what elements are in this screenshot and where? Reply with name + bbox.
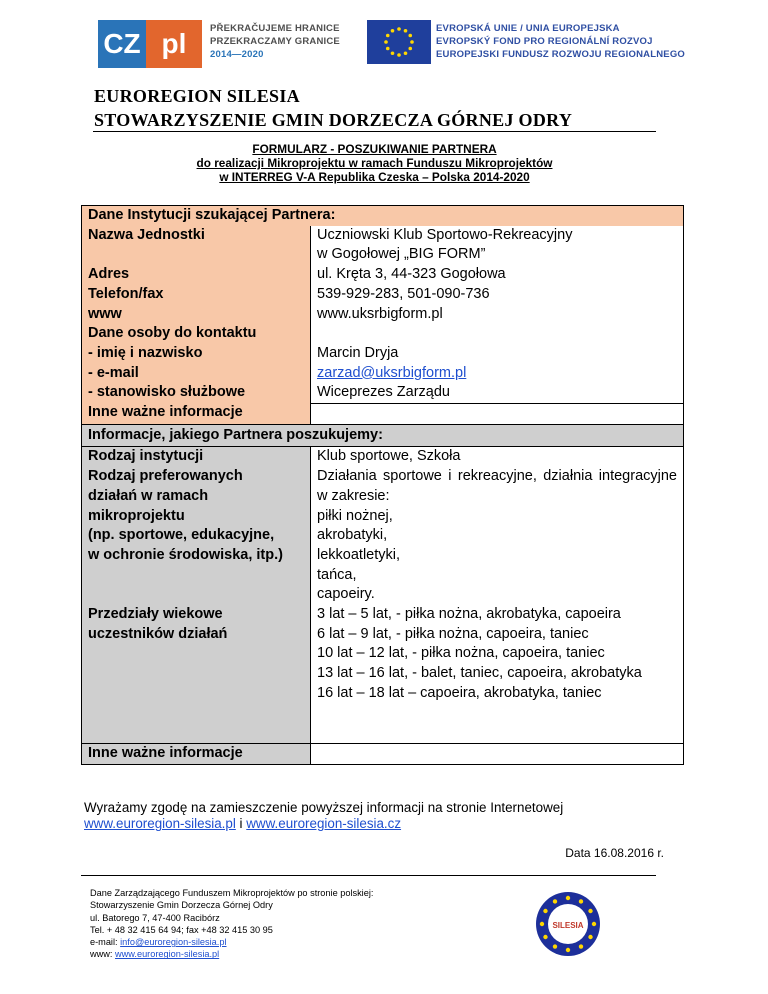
- eu-star: [404, 29, 408, 33]
- seal-star: [553, 944, 557, 948]
- seal-star: [579, 944, 583, 948]
- eu-star: [391, 29, 395, 33]
- row-values: [311, 447, 683, 743]
- czpl-line: PRZEKRACZAMY GRANICE: [210, 36, 340, 47]
- value-text: 13 lat – 16 lat, - balet, taniec, capoeira, akrobatyka: [317, 665, 642, 682]
- partner-form-table: [81, 205, 684, 765]
- value-text: ul. Kręta 3, 44-323 Gogołowa: [317, 266, 506, 283]
- label-text: - imię i nazwisko: [88, 344, 203, 361]
- eu-star: [408, 34, 412, 38]
- row-label: [82, 447, 311, 743]
- eu-line: EVROPSKÝ FOND PRO REGIONÁLNÍ ROZVOJ: [436, 36, 653, 47]
- header-divider: [93, 131, 656, 132]
- label-text: Przedziały wiekowe: [88, 606, 223, 623]
- value-text: Działania sportowe i rekreacyjne, działnia integracyjne w zakresie:: [317, 468, 677, 504]
- consent-line: Wyrażamy zgodę na zamieszczenie powyższej informacji na stronie Internetowej: [84, 800, 564, 815]
- eu-star: [410, 40, 414, 44]
- euroregion-pl-link[interactable]: www.euroregion-silesia.pl: [84, 816, 236, 831]
- czpl-tagline: [210, 22, 340, 61]
- consent-conj: i: [235, 816, 247, 831]
- label-text: Inne ważne informacje: [88, 404, 243, 421]
- eu-star: [386, 47, 390, 51]
- section-header-row: [82, 206, 683, 226]
- svg-text:SILESIA: SILESIA: [552, 921, 584, 930]
- section-header-row: [82, 424, 683, 447]
- seal-star: [588, 935, 592, 939]
- label-text: działań w ramach: [88, 487, 209, 504]
- table-row: [82, 743, 683, 764]
- value-text: piłki nożnej,: [317, 507, 393, 524]
- eu-star: [384, 40, 388, 44]
- label-text: mikroprojektu: [88, 507, 185, 524]
- row-label: Inne ważne informacje: [82, 744, 311, 764]
- value-text: tańca,: [317, 566, 357, 583]
- form-heading-line: w INTERREG V-A Republika Czeska – Polska 2014-2020: [219, 170, 530, 184]
- value-text: www.uksrbigform.pl: [317, 305, 443, 322]
- footer-label: e-mail:: [90, 937, 121, 948]
- eu-line: EUROPEJSKI FUNDUSZ ROZWOJU REGIONALNEGO: [436, 49, 686, 60]
- eu-star: [397, 27, 401, 31]
- footer-line: ul. Batorego 7, 47-400 Racibórz: [90, 912, 220, 923]
- value-text: Wiceprezes Zarządu: [317, 384, 450, 401]
- logo-pl-block: pl: [146, 20, 202, 68]
- footer-line: Stowarzyszenie Gmin Dorzecza Górnej Odry: [90, 900, 273, 911]
- document-date: Data 16.08.2016 r.: [565, 846, 664, 860]
- value-text: lekkoatletyki,: [317, 546, 401, 563]
- label-text: uczestników działań: [88, 625, 228, 642]
- seal-star: [592, 922, 596, 926]
- footer-label: www:: [90, 949, 116, 960]
- value-text: Klub sportowe, Szkoła: [317, 448, 461, 465]
- org-title-line: EUROREGION SILESIA: [94, 86, 300, 106]
- value-text: 6 lat – 9 lat, - piłka nożna, capoeira, taniec: [317, 625, 589, 642]
- eu-star: [386, 34, 390, 38]
- seal-star: [588, 909, 592, 913]
- eu-star: [404, 51, 408, 55]
- eu-line: EVROPSKÁ UNIE / UNIA EUROPEJSKA: [436, 23, 620, 34]
- footer-www-link[interactable]: www.euroregion-silesia.pl: [115, 949, 220, 960]
- value-text: 16 lat – 18 lat – capoeira, akrobatyka, taniec: [317, 684, 602, 701]
- label-text: Rodzaj preferowanych: [88, 468, 243, 485]
- form-heading-line: FORMULARZ - POSZUKIWANIE PARTNERA: [252, 142, 497, 156]
- label-text: - e-mail: [88, 364, 139, 381]
- czpl-line: PŘEKRAČUJEME HRANICE: [210, 23, 340, 34]
- footer-contact: [90, 887, 373, 961]
- seal-star: [543, 935, 547, 939]
- value-text: Uczniowski Klub Sportowo-Rekreacyjny: [317, 226, 573, 243]
- czpl-line: 2014—2020: [210, 49, 264, 60]
- row-values: [311, 226, 683, 424]
- euroregion-seal-icon: [534, 890, 602, 958]
- label-text: www: [88, 305, 122, 322]
- row-values: [311, 744, 683, 764]
- seal-star: [553, 899, 557, 903]
- consent-text: [84, 800, 563, 832]
- euroregion-cz-link[interactable]: www.euroregion-silesia.cz: [246, 816, 402, 831]
- seal-star: [540, 922, 544, 926]
- label-text: w ochronie środowiska, itp.): [88, 546, 283, 563]
- table-row: [82, 446, 683, 743]
- form-heading-line: do realizacji Mikroprojektu w ramach Funduszu Mikroprojektów: [196, 156, 553, 170]
- footer-email-link[interactable]: info@euroregion-silesia.pl: [120, 937, 227, 948]
- value-text: 539-929-283, 501-090-736: [317, 285, 490, 302]
- organization-title: [94, 84, 572, 132]
- value-text: 10 lat – 12 lat, - piłka nożna, capoeira, taniec: [317, 645, 605, 662]
- label-text: Dane osoby do kontaktu: [88, 325, 257, 342]
- email-link[interactable]: zarzad@uksrbigform.pl: [317, 364, 467, 381]
- value-text: akrobatyki,: [317, 527, 388, 544]
- seal-star: [566, 948, 570, 952]
- seal-star: [543, 909, 547, 913]
- eu-star: [408, 47, 412, 51]
- table-row: [82, 226, 683, 424]
- eu-tagline: [436, 22, 685, 61]
- label-text: Telefon/fax: [88, 285, 164, 302]
- seal-star: [579, 899, 583, 903]
- label-text: (np. sportowe, edukacyjne,: [88, 527, 275, 544]
- footer-line: Tel. + 48 32 415 64 94; fax +48 32 415 30 95: [90, 924, 273, 935]
- eu-star: [397, 53, 401, 57]
- row-label: [82, 226, 311, 424]
- eu-flag-icon: [367, 20, 431, 64]
- logo-cz-block: CZ: [98, 20, 146, 68]
- czpl-logo: [98, 20, 202, 68]
- label-text: - stanowisko służbowe: [88, 384, 246, 401]
- footer-line: Dane Zarządzającego Funduszem Mikroprojektów po stronie polskiej:: [90, 888, 374, 898]
- label-text: Nazwa Jednostki: [88, 226, 205, 243]
- form-heading: [93, 142, 656, 184]
- value-text: w Gogołowej „BIG FORM”: [317, 246, 486, 263]
- eu-star: [391, 51, 395, 55]
- org-title-line: STOWARZYSZENIE GMIN DORZECZA GÓRNEJ ODRY: [94, 110, 573, 130]
- section-title: Informacje, jakiego Partnera poszukujemy:: [88, 426, 383, 443]
- footer-divider: [81, 875, 656, 876]
- section-title: Dane Instytucji szukającej Partnera:: [88, 207, 336, 223]
- value-text: 3 lat – 5 lat, - piłka nożna, akrobatyka, capoeira: [317, 606, 621, 623]
- label-text: Rodzaj instytucji: [88, 448, 204, 465]
- seal-star: [566, 896, 570, 900]
- value-text: capoeiry.: [317, 586, 375, 603]
- label-text: Adres: [88, 266, 130, 283]
- value-text: Marcin Dryja: [317, 344, 399, 361]
